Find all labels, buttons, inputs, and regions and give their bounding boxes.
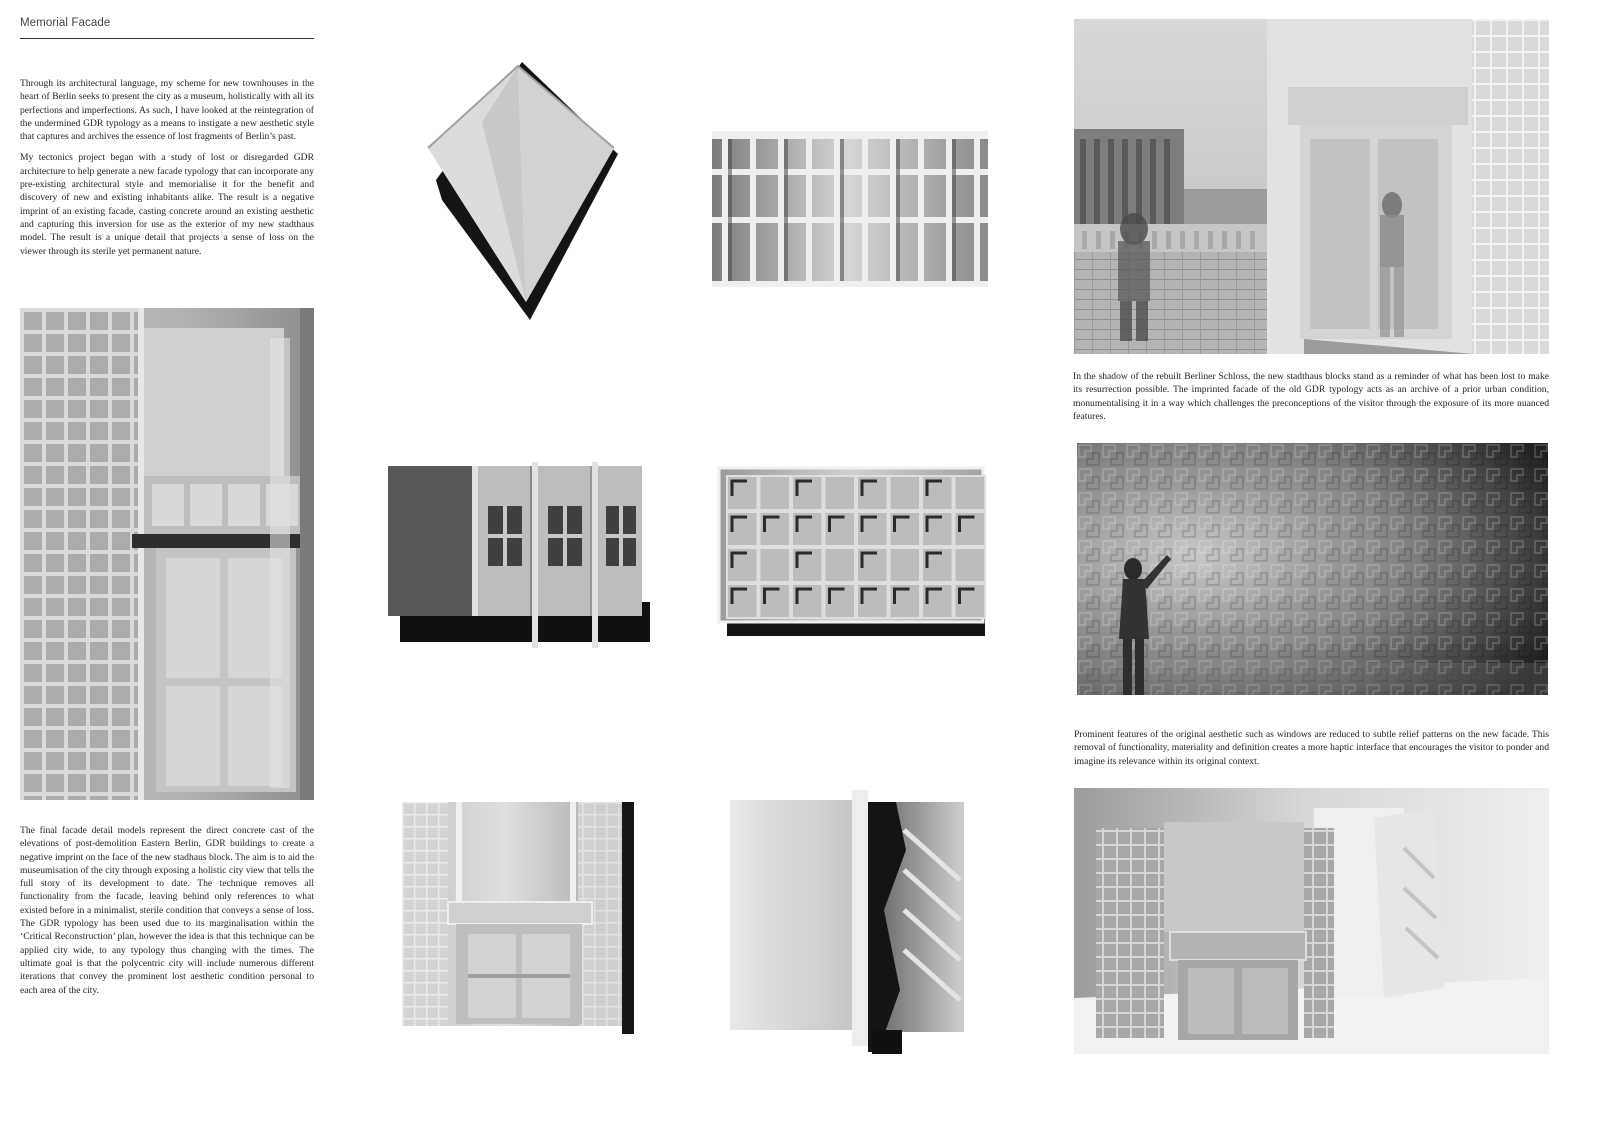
intro-text <box>20 77 314 258</box>
grid-facade-model <box>712 125 992 291</box>
intro-paragraph-2: My tectonics project began with a study of lost or disregarded GDR architecture to help generate a new facade typology that can incorporate any pre-existing architectural style and memorialise it for the benefit and discovery of new and existing inhabitants alike. The result is a negative imprint of an existing facade, casting concrete around an existing aesthetic and capturing this inversion for use as the exterior of my new stadthaus model. The result is a unique detail that projects a sense of loss on the viewer through its sterile yet permanent nature. <box>20 152 314 257</box>
schloss-description-text: In the shadow of the rebuilt Berliner Schloss, the new stadthaus blocks stand as a reminder of what has been lost to make its resurrection possible. The imprinted facade of the old GDR typology acts as an archive of a prior urban condition, monumentalising it in a way which challenges the preconceptions of the visitor through the exposure of its more nuanced features. <box>1073 371 1549 422</box>
title-divider <box>20 38 314 39</box>
page-title: Memorial Facade <box>20 17 111 29</box>
relief-wall-visitor-photo <box>1077 443 1548 695</box>
diagonal-rib-model <box>728 790 976 1054</box>
window-relief-model <box>386 462 652 652</box>
facade-model-perspective-photo <box>20 308 314 800</box>
recessed-panel-model <box>717 466 989 640</box>
relief-description-text: Prominent features of the original aesthetic such as windows are reduced to subtle relief patterns on the new facade. This removal of functionality, materiality and definition creates a more haptic interface that encourages the visitor to ponder and imagine its relevance within its original context. <box>1074 729 1549 767</box>
diamond-fan-model <box>422 62 622 320</box>
door-facade-model <box>402 802 634 1034</box>
final-models-text: The final facade detail models represent the direct concrete cast of the elevations of post-demolition Eastern Berlin, GDR buildings to create a negative imprint on the face of the new stadhaus block. The aim is to aid the museumisation of the city through exposing a holistic city view that tells the full story of its development to date. The technique removes all functionality from the facade, leaving behind only references to what existed before in a minimalist, sterile condition that conveys a sense of loss. The GDR typology has been used due to its marginalisation within the ‘Critical Reconstruction’ plan, however the idea is that this technique can be applied city wide, to any typology thus changing with the times. The ultimate goal is that the polycentric city will include numerous different iterations that convey the prominent lost aesthetic condition personal to each area of the city. <box>20 825 314 996</box>
facade-model-room-photo <box>1074 788 1549 1054</box>
intro-paragraph-1: Through its architectural language, my scheme for new townhouses in the heart of Berlin seeks to present the city as a museum, holistically with all its perfections and imperfections. As such, I have looked at the reintegration of the undermined GDR typology as a means to instigate a new aesthetic style that captures and archives the essence of lost fragments of Berlin’s past. <box>20 78 314 143</box>
berliner-schloss-terrace-photo <box>1074 19 1549 354</box>
